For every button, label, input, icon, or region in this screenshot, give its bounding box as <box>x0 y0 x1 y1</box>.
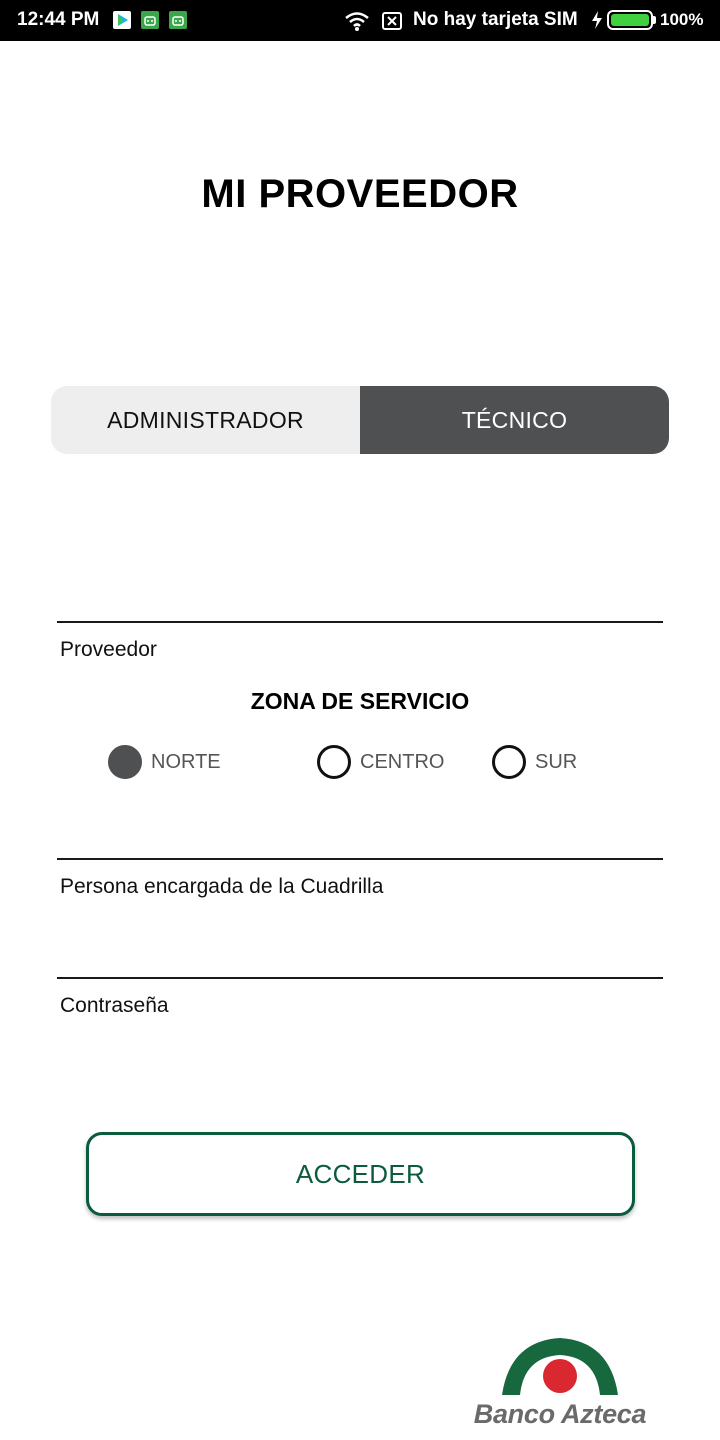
play-store-icon <box>113 11 131 29</box>
encargado-label: Persona encargada de la Cuadrilla <box>60 875 384 898</box>
charging-icon <box>591 11 603 34</box>
radio-centro-label: CENTRO <box>360 750 445 773</box>
status-bar <box>0 0 720 41</box>
no-sim-icon <box>381 10 403 37</box>
logo-text: Banco Azteca <box>473 1399 647 1429</box>
radio-sur[interactable] <box>492 745 577 779</box>
battery-percent: 100% <box>660 10 704 29</box>
android-icon <box>141 11 159 29</box>
radio-norte[interactable] <box>108 745 221 779</box>
radio-sur-label: SUR <box>535 750 578 773</box>
battery-icon <box>607 10 653 30</box>
azteca-emblem-icon <box>450 1333 670 1403</box>
banco-azteca-logo <box>450 1333 670 1433</box>
proveedor-label: Proveedor <box>60 638 157 661</box>
proveedor-input[interactable] <box>57 621 663 623</box>
radio-unchecked-icon <box>317 745 351 779</box>
acceder-button[interactable]: ACCEDER <box>86 1132 635 1216</box>
password-input[interactable] <box>57 977 663 979</box>
tab-administrador[interactable]: ADMINISTRADOR <box>51 386 360 454</box>
wifi-icon <box>344 10 370 37</box>
tab-tecnico[interactable]: TÉCNICO <box>360 386 669 454</box>
password-label: Contraseña <box>60 994 169 1017</box>
carrier-text: No hay tarjeta SIM <box>413 9 578 30</box>
android-icon <box>169 11 187 29</box>
radio-checked-icon <box>108 745 142 779</box>
radio-centro[interactable] <box>317 745 444 779</box>
radio-unchecked-icon <box>492 745 526 779</box>
radio-norte-label: NORTE <box>151 750 221 773</box>
status-time: 12:44 PM <box>17 9 100 30</box>
role-segmented-control <box>51 386 669 454</box>
zone-title: ZONA DE SERVICIO <box>250 688 470 714</box>
page-title: MI PROVEEDOR <box>201 172 519 216</box>
encargado-input[interactable] <box>57 858 663 860</box>
